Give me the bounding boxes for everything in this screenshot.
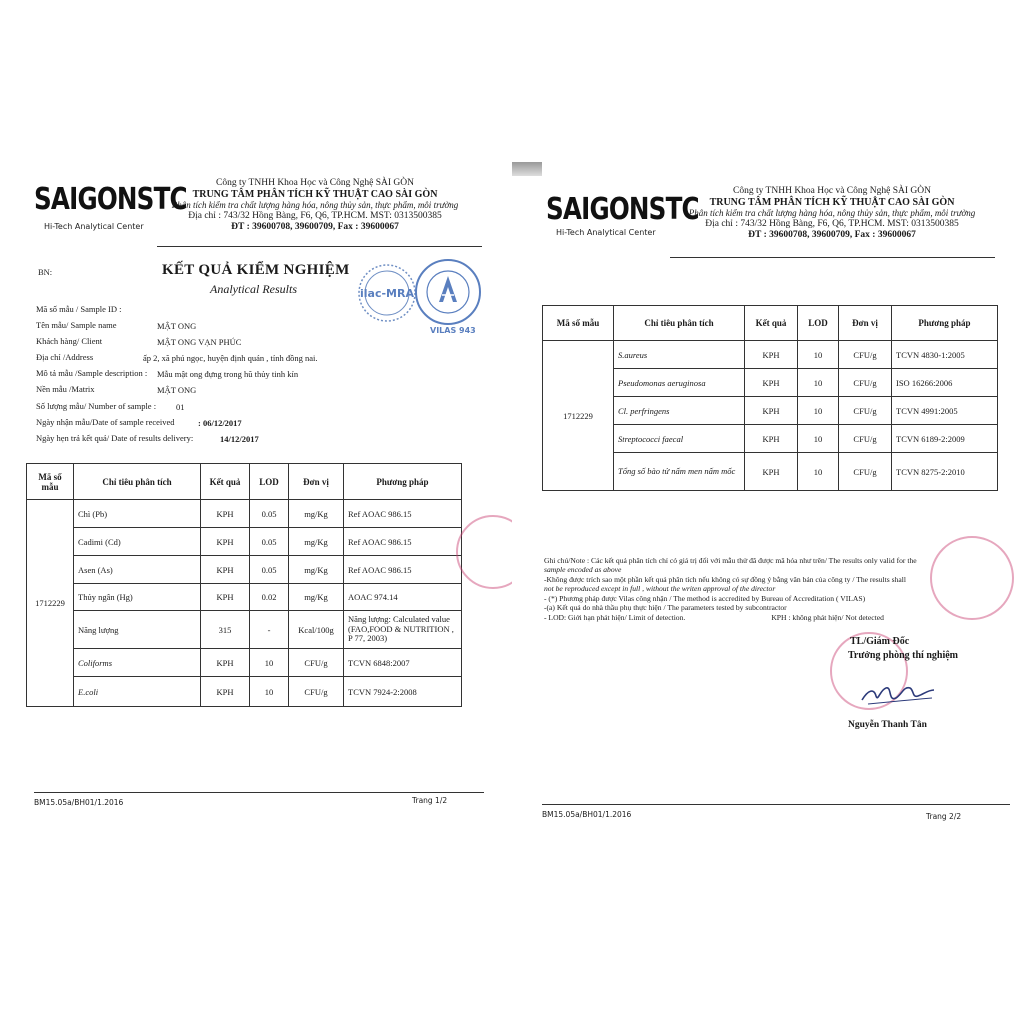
lod-cell: - [250,611,289,649]
saigonstc-logo: SAIGONSTC [34,182,187,217]
unit-cell: CFU/g [839,425,892,453]
method-cell: Ref AOAC 986.15 [344,556,462,584]
info-sample-name-label: Tên mẫu/ Sample name [36,320,117,330]
col-sample-id: Mã số mẫu [27,464,74,500]
info-address-value: ấp 2, xã phú ngọc, huyện định quán , tỉnh đồng nai. [143,353,318,363]
method-cell: Ref AOAC 986.15 [344,500,462,528]
result-cell: KPH [201,556,250,584]
method-cell: TCVN 4830-1:2005 [892,341,998,369]
unit-cell: mg/Kg [289,556,344,584]
center-phone: ĐT : 39600708, 39600709, Fax : 39600067 [748,229,916,240]
col-lod: LOD [798,306,839,341]
col-indicator: Chỉ tiêu phân tích [614,306,745,341]
company-header [662,186,1002,241]
col-unit: Đơn vị [289,464,344,500]
indicator-cell: E.coli [74,677,201,707]
table-row [27,500,462,528]
info-description-label: Mô tả mẫu /Sample description : [36,368,148,378]
unit-cell: CFU/g [289,649,344,677]
col-sample-id: Mã số mẫu [543,306,614,341]
signer-role-1: TL/Giám Đốc [850,636,910,647]
report-subtitle: Analytical Results [210,282,297,296]
report-page-2 [512,160,1012,860]
report-title: KẾT QUẢ KIỂM NGHIỆM [162,262,350,278]
table-row [27,677,462,707]
indicator-cell: Tổng số bào tử nấm men nấm mốc [614,453,745,491]
table-row [543,341,998,369]
note-line: -Không được trích sao một phần kết quả phân tích nếu không có sự đồng ý bằng văn bản của công ty / The results shall [544,574,906,584]
col-method: Phương pháp [892,306,998,341]
indicator-cell: S.aureus [614,341,745,369]
info-sample-count-label: Số lượng mẫu/ Number of sample : [36,401,157,411]
method-cell: TCVN 8275-2:2010 [892,453,998,491]
results-table-1 [26,463,462,707]
signer-role-2: Trưởng phòng thí nghiệm [848,650,958,661]
header-divider [157,246,482,247]
note-line: -(a) Kết quả do nhà thầu phụ thực hiện / The parameters tested by subcontractor [544,603,787,613]
unit-cell: CFU/g [839,369,892,397]
result-cell: KPH [201,649,250,677]
footer-form-code: BM15.05a/BH01/1.2016 [542,810,632,819]
logo-subtitle: Hi-Tech Analytical Center [44,222,144,231]
result-cell: KPH [201,584,250,611]
company-header [150,178,480,233]
table-row [27,649,462,677]
lod-cell: 10 [250,677,289,707]
info-delivery-label: Ngày hẹn trả kết quả/ Date of results delivery: [36,433,194,443]
center-scope: Phân tích kiểm tra chất lượng hàng hóa, nông thủy sản, thực phẩm, môi trường [171,200,459,211]
notes-block [544,556,917,622]
company-name: Công ty TNHH Khoa Học và Công Nghệ SÀI GÒN [733,186,931,196]
info-sample-id-label: Mã số mẫu / Sample ID : [36,304,122,314]
col-result: Kết quả [201,464,250,500]
method-cell: Ref AOAC 986.15 [344,528,462,556]
unit-cell: CFU/g [839,341,892,369]
table-row [27,528,462,556]
vilas-label: VILAS 943 [430,326,476,335]
signer-name: Nguyễn Thanh Tân [848,720,927,730]
result-cell: KPH [745,425,798,453]
indicator-cell: Cadimi (Cd) [74,528,201,556]
info-matrix-label: Nền mẫu /Matrix [36,384,95,394]
method-cell: TCVN 6848:2007 [344,649,462,677]
method-cell: ISO 16266:2006 [892,369,998,397]
info-client-label: Khách hàng/ Client [36,336,103,346]
report-page-1 [22,160,492,860]
indicator-cell: Cl. perfringens [614,397,745,425]
lod-cell: 10 [250,649,289,677]
lod-cell: 0.05 [250,528,289,556]
table-row [27,584,462,611]
col-result: Kết quả [745,306,798,341]
scan-corner-shadow [512,162,542,176]
sample-id-cell: 1712229 [543,341,614,491]
unit-cell: mg/Kg [289,528,344,556]
col-lod: LOD [250,464,289,500]
page-number: Trang 1/2 [412,796,448,805]
note-line: not be reproduced except in full , without the writen approval of the director [544,584,776,594]
indicator-cell: Streptococci faecal [614,425,745,453]
company-name: Công ty TNHH Khoa Học và Công Nghệ SÀI GÒN [216,178,414,188]
center-address: Địa chỉ : 743/32 Hồng Bàng, F6, Q6, TP.HCM. MST: 0313500385 [188,210,442,221]
result-cell: KPH [745,341,798,369]
bn-label: BN: [38,267,53,277]
table-row [27,611,462,649]
lod-cell: 10 [798,369,839,397]
note-lod: - LOD: Giới hạn phát hiện/ Limit of detection. [544,612,686,622]
lod-cell: 10 [798,453,839,491]
indicator-cell: Thủy ngân (Hg) [74,584,201,611]
logo-subtitle: Hi-Tech Analytical Center [556,228,656,237]
unit-cell: CFU/g [289,677,344,707]
note-line: Ghi chú/Note : Các kết quả phân tích chỉ có giá trị đối với mẫu thử đã được mã hóa như trên/ The results only valid for the [544,556,917,565]
results-table-2 [542,305,998,491]
info-matrix-value: MẬT ONG [157,385,197,395]
lod-cell: 10 [798,425,839,453]
lod-cell: 0.05 [250,500,289,528]
info-description-value: Mẫu mật ong đựng trong hũ thủy tinh kín [157,369,299,379]
info-delivery-value: 14/12/2017 [220,434,259,444]
center-name: TRUNG TÂM PHÂN TÍCH KỸ THUẬT CAO SÀI GÒN [709,196,955,208]
info-client-value: MẬT ONG VẠN PHÚC [157,337,242,347]
unit-cell: CFU/g [839,453,892,491]
result-cell: KPH [201,677,250,707]
company-stamp-partial [930,536,1014,620]
center-phone: ĐT : 39600708, 39600709, Fax : 39600067 [231,221,399,232]
result-cell: 315 [201,611,250,649]
indicator-cell: Chì (Pb) [74,500,201,528]
footer-divider [34,792,484,793]
sample-id-cell: 1712229 [27,500,74,707]
page-number: Trang 2/2 [926,812,962,821]
info-sample-name-value: MẬT ONG [157,321,197,331]
note-line: sample encoded as above [544,565,622,575]
result-cell: KPH [745,397,798,425]
unit-cell: mg/Kg [289,584,344,611]
col-unit: Đơn vị [839,306,892,341]
col-indicator: Chỉ tiêu phân tích [74,464,201,500]
lod-cell: 0.02 [250,584,289,611]
accreditation-seal [414,258,482,326]
indicator-cell: Coliforms [74,649,201,677]
signature [858,676,938,710]
indicator-cell: Pseudomonas aeruginosa [614,369,745,397]
lod-cell: 0.05 [250,556,289,584]
ilac-mra-badge [356,262,418,324]
result-cell: KPH [745,453,798,491]
method-cell: TCVN 4991:2005 [892,397,998,425]
center-scope: Phân tích kiểm tra chất lượng hàng hóa, nông thủy sản, thực phẩm, môi trường [688,208,976,219]
col-method: Phương pháp [344,464,462,500]
result-cell: KPH [201,500,250,528]
header-divider [670,257,995,258]
unit-cell: mg/Kg [289,500,344,528]
info-sample-count-value: 01 [176,402,185,412]
center-address: Địa chỉ : 743/32 Hồng Bàng, F6, Q6, TP.HCM. MST: 0313500385 [705,218,959,229]
method-cell: TCVN 6189-2:2009 [892,425,998,453]
table-header-row [27,464,462,500]
note-line: - (*) Phương pháp được Vilas công nhận / The method is accredited by Bureau of Accreditation ( VILAS) [544,593,866,603]
table-row [27,556,462,584]
indicator-cell: Asen (As) [74,556,201,584]
unit-cell: CFU/g [839,397,892,425]
note-kph: KPH : không phát hiện/ Not detected [771,612,884,622]
note-line [544,613,917,622]
info-received-value: : 06/12/2017 [198,418,242,428]
footer-divider [542,804,1010,805]
info-received-label: Ngày nhận mẫu/Date of sample received [36,417,175,427]
method-cell: TCVN 7924-2:2008 [344,677,462,707]
method-cell: Năng lượng: Calculated value (FAO,FOOD & NUTRITION , P 77, 2003) [344,611,462,649]
lod-cell: 10 [798,397,839,425]
info-address-label: Địa chỉ /Address [36,352,94,362]
method-cell: AOAC 974.14 [344,584,462,611]
result-cell: KPH [745,369,798,397]
unit-cell: Kcal/100g [289,611,344,649]
footer-form-code: BM15.05a/BH01/1.2016 [34,798,124,807]
indicator-cell: Năng lượng [74,611,201,649]
saigonstc-logo: SAIGONSTC [546,192,699,227]
result-cell: KPH [201,528,250,556]
table-header-row [543,306,998,341]
center-name: TRUNG TÂM PHÂN TÍCH KỸ THUẬT CAO SÀI GÒN [192,188,438,200]
lod-cell: 10 [798,341,839,369]
ilac-text: ilac-MRA [360,287,414,300]
